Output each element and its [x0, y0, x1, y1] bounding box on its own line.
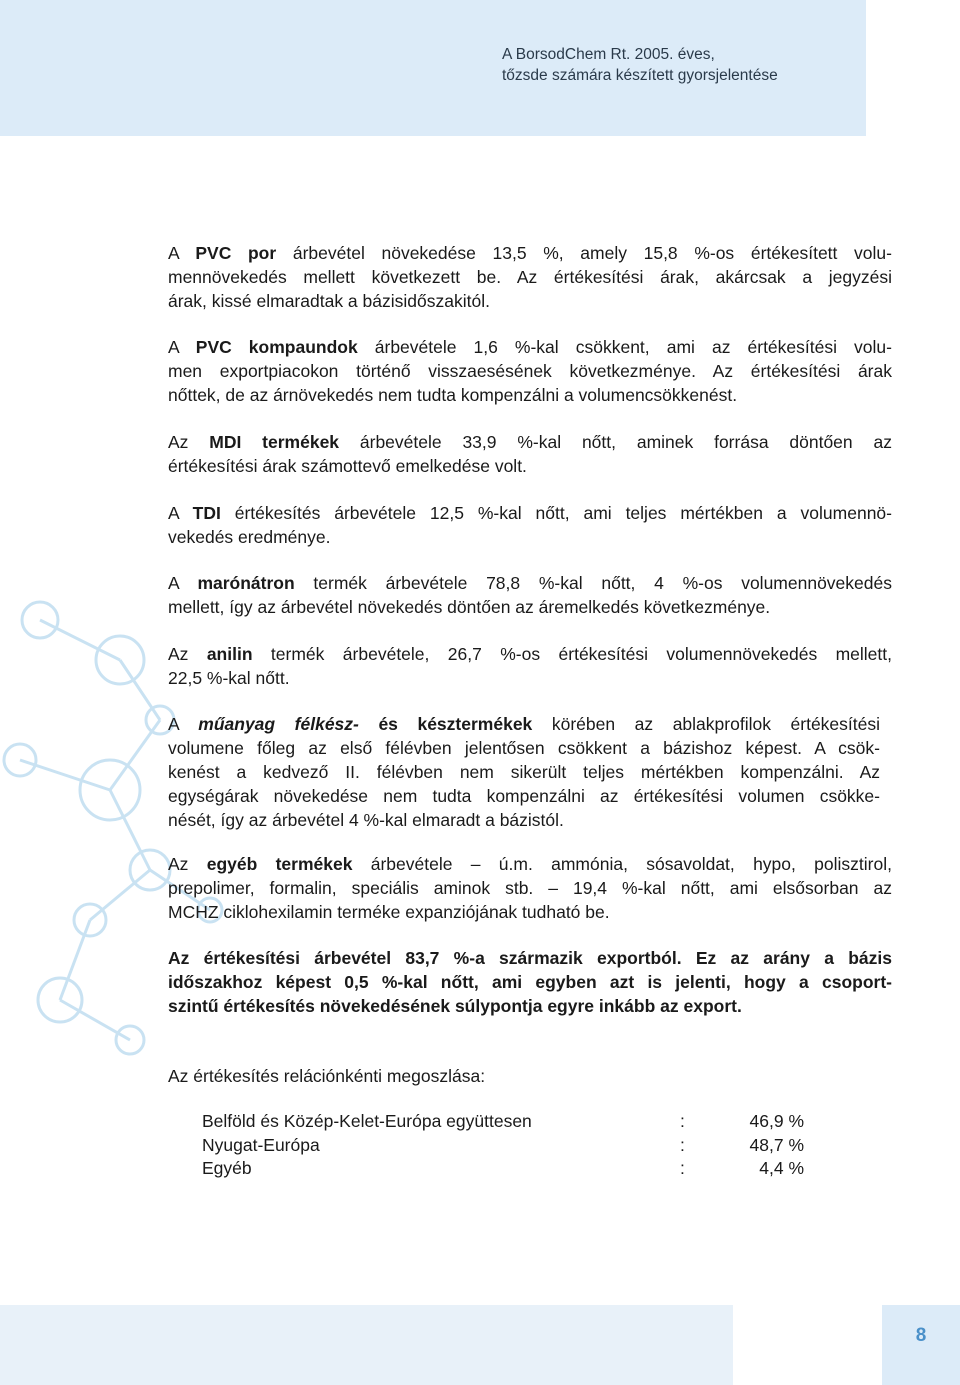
- page-number: 8: [915, 1325, 927, 1346]
- paragraph-mdi: Az MDI termékek árbevétele 33,9 %-kal nőtt, aminek forrása döntően az értékesítési árak számottevő emelkedése volt.: [168, 432, 892, 476]
- header-line-1: A BorsodChem Rt. 2005. éves,: [502, 46, 715, 63]
- relations-intro: Az értékesítés relációnkénti megoszlása:: [168, 1066, 486, 1086]
- paragraph-maronatron: A marónátron termék árbevétele 78,8 %-kal nőtt, 4 %-os volumennövekedés mellett, így az árbevétel növekedés döntően az áremelkedés következménye.: [168, 573, 892, 617]
- paragraph-tdi: A TDI értékesítés árbevétele 12,5 %-kal nőtt, ami teljes mértékben a volumennö- vekedés eredménye.: [168, 503, 892, 547]
- paragraph-pvc-por: A PVC por árbevétel növekedése 13,5 %, amely 15,8 %-os értékesített volu- mennövekedés mellett következett be. Az értékesítési árak, akárcsak a jegyzési árak, kissé elmaradtak a bázisidőszakitól.: [168, 243, 892, 311]
- footer-band: [0, 1305, 733, 1385]
- relation-row: Egyéb : 4,4 %: [202, 1158, 804, 1178]
- paragraph-pvc-kompaund: A PVC kompaundok árbevétele 1,6 %-kal csökkent, ami az értékesítési volu- men exportpiacokon történő visszaesésének következménye. Az értékesítési árak nőttek, de az árnövekedés nem tudta kompenzálni a volumencsökkenést.: [168, 337, 892, 405]
- paragraph-muanyag: A műanyag félkész- és késztermékek körében az ablakprofilok értékesítési volumene főleg az első félévben jelentősen csökkent a bázishoz képest. A csök- kenést a kedvező II. félévben nem sikerült teljes mértékben kompenzálni. Az egységárak növekedése nem tudta kompenzálni az értékesítési volumen csökke- nését, így az árbevétel 4 %-kal elmaradt a bázistól.: [168, 714, 880, 830]
- paragraph-export: Az értékesítési árbevétel 83,7 %-a származik exportból. Ez az arány a bázis időszakhoz képest 0,5 %-kal nőtt, ami egyben azt is jelenti, hogy a csoport- szintű értékesítés növekedésének súlypontja egyre inkább az export.: [168, 948, 892, 1016]
- paragraph-egyeb: Az egyéb termékek árbevétele – ú.m. ammónia, sósavoldat, hypo, polisztirol, prepolimer, formalin, speciális aminok stb. – 19,4 %-kal nőtt, ami elsősorban az MCHZ ciklohexilamin terméke expanziójának tudható be.: [168, 854, 892, 922]
- relation-row: Belföld és Közép-Kelet-Európa együttesen : 46,9 %: [202, 1111, 804, 1131]
- page-number-box: [882, 1305, 960, 1385]
- relation-row: Nyugat-Európa : 48,7 %: [202, 1135, 804, 1155]
- header-line-2: tőzsde számára készített gyorsjelentése: [502, 67, 778, 84]
- paragraph-anilin: Az anilin termék árbevétele, 26,7 %-os értékesítési volumennövekedés mellett, 22,5 %-kal nőtt.: [168, 644, 892, 688]
